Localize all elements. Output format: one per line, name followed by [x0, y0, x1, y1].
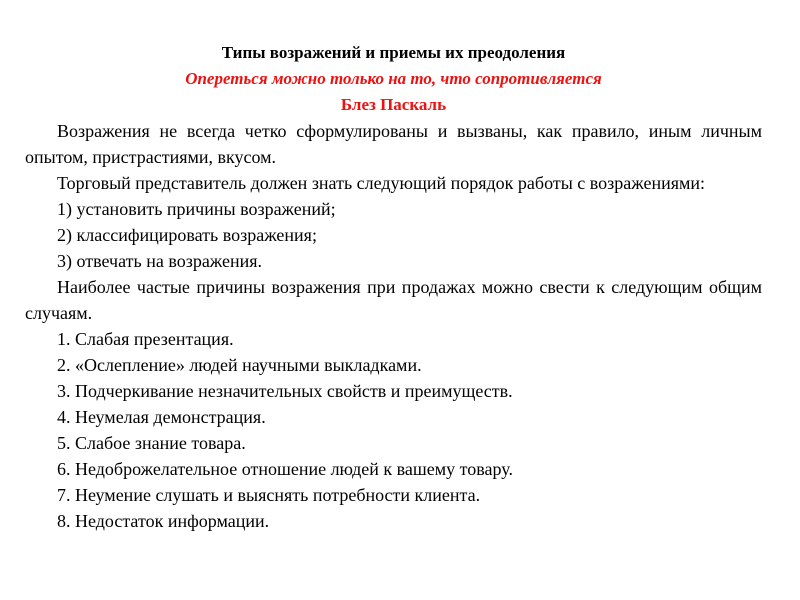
- order-step: 3) отвечать на возражения.: [57, 251, 263, 271]
- cause-item: 7. Неумение слушать и выяснять потребности клиента.: [57, 485, 481, 505]
- cause-item: 6. Недоброжелательное отношение людей к вашему товару.: [57, 459, 513, 479]
- cause-item: 8. Недостаток информации.: [57, 511, 270, 531]
- cause-item: 2. «Ослепление» людей научными выкладками.: [57, 355, 422, 375]
- order-step: 1) установить причины возражений;: [57, 199, 336, 219]
- order-step: 2) классифицировать возражения;: [57, 225, 317, 245]
- cause-item: 3. Подчеркивание незначительных свойств и преимуществ.: [57, 381, 513, 401]
- cause-item: 5. Слабое знание товара.: [57, 433, 246, 453]
- epigraph-author: Блез Паскаль: [340, 95, 447, 114]
- epigraph-quote: Опереться можно только на то, что сопротивляется: [185, 69, 602, 88]
- intro-paragraph: Возражения не всегда четко сформулированы и вызваны, как правило, иным личным опытом, пристрастиями, вкусом.: [25, 121, 762, 167]
- page-title: Типы возражений и приемы их преодоления: [221, 43, 566, 62]
- order-intro-paragraph: Торговый представитель должен знать следующий порядок работы с возражениями:: [57, 173, 706, 193]
- cause-item: 1. Слабая презентация.: [57, 329, 234, 349]
- cause-item: 4. Неумелая демонстрация.: [57, 407, 266, 427]
- causes-intro-paragraph: Наиболее частые причины возражения при продажах можно свести к следующим общим случаям.: [25, 277, 762, 323]
